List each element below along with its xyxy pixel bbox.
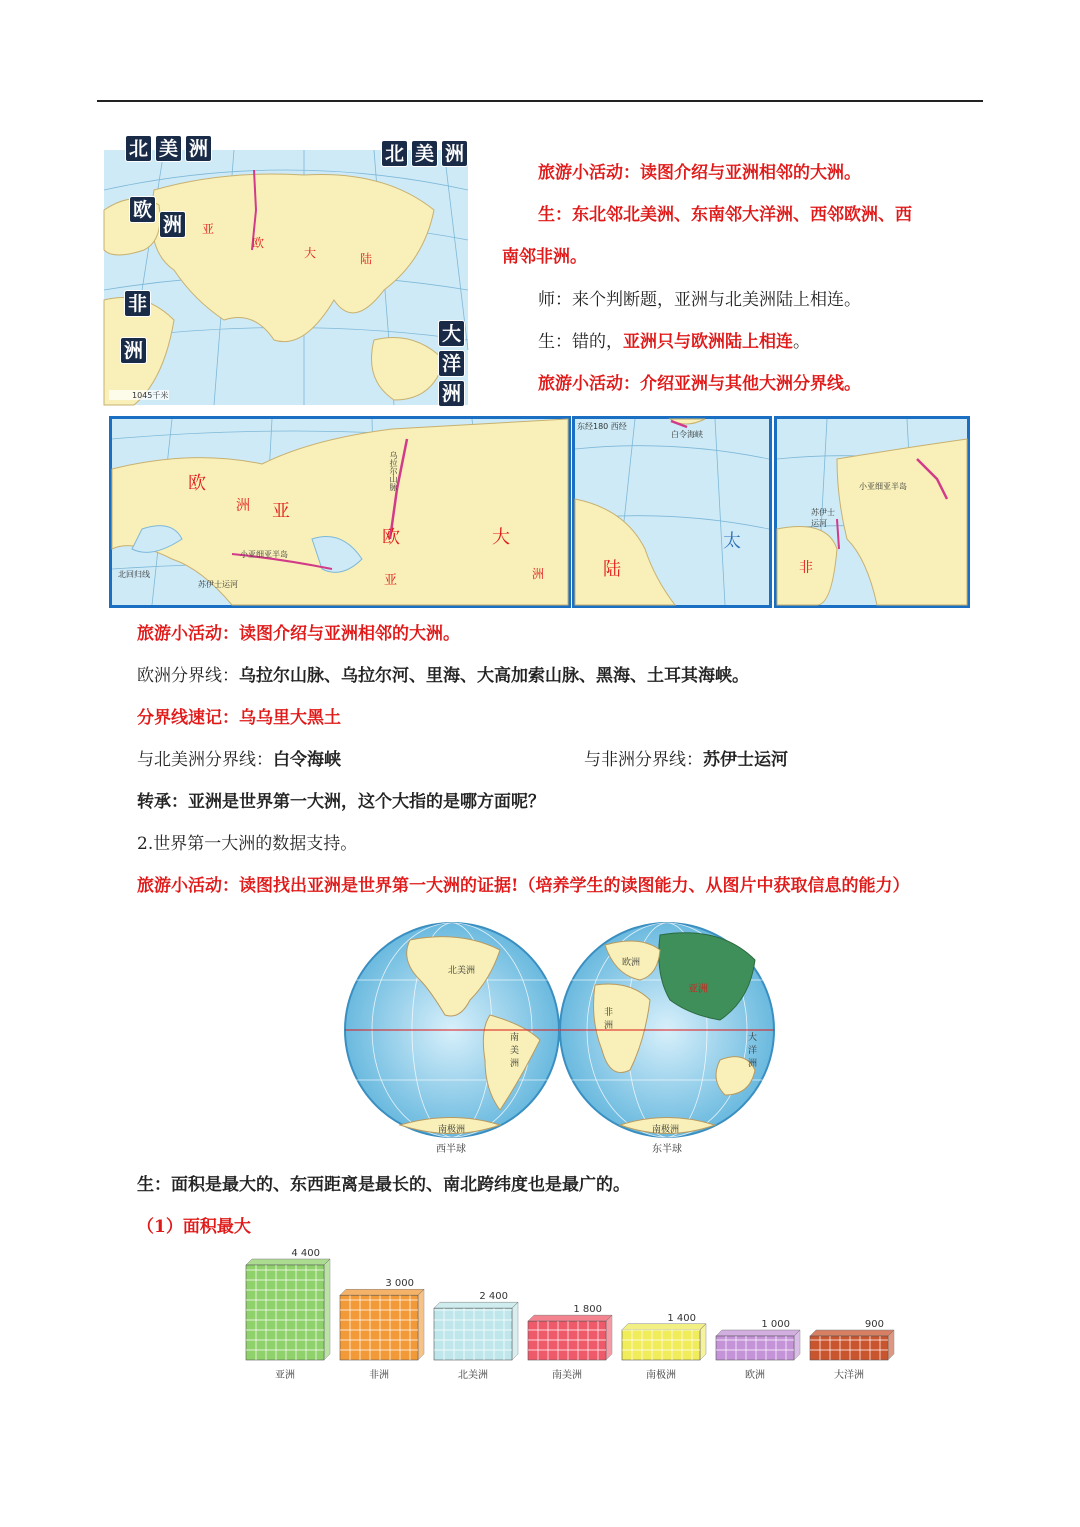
strip1-tropic: 北回归线 — [118, 570, 150, 579]
globe-west-antarctica: 南极洲 — [438, 1125, 466, 1135]
asia-map-graphic — [104, 150, 468, 405]
globe-west-south-america: 南美洲 — [510, 1033, 520, 1069]
tag-north-america-left-2: 美 — [155, 135, 182, 162]
europe-boundary-value: 乌拉尔山脉、乌拉尔河、里海、大高加索山脉、黑海、土耳其海峡。 — [239, 666, 749, 686]
tag-north-america-right-2: 美 — [411, 140, 438, 167]
strip1-mountain: 乌拉尔山脉 — [389, 451, 398, 491]
bar-category-label: 非洲 — [369, 1370, 389, 1381]
na-boundary-value: 白令海峡 — [273, 750, 341, 770]
globe-east-oceania: 大洋洲 — [748, 1033, 758, 1069]
bar-value-label: 4 400 — [291, 1248, 320, 1259]
strip1-label-ya2: 亚 — [384, 573, 398, 588]
asia-neighbors-map — [104, 150, 468, 405]
mnemonic: 分界线速记：乌乌里大黑土 — [137, 708, 341, 728]
section-heading-2: 2.世界第一大洲的数据支持。 — [137, 834, 358, 854]
europe-boundary-label: 欧洲分界线： — [137, 666, 239, 686]
continent-area-chart — [240, 1248, 900, 1385]
header-rule — [97, 100, 983, 102]
strip1-suez: 苏伊士运河 — [198, 580, 238, 589]
activity-1: 旅游小活动：读图介绍与亚洲相邻的大洲。 — [538, 163, 861, 183]
activity-4: 旅游小活动：读图找出亚洲是世界第一大洲的证据!（培养学生的读图能力、从图片中获取信息的能力） — [137, 876, 910, 896]
bar-category-label: 欧洲 — [745, 1370, 765, 1381]
tag-africa-2: 洲 — [120, 337, 147, 364]
globe-east-europe: 欧洲 — [622, 958, 641, 968]
strip1-label-da: 大 — [492, 527, 510, 548]
bar-value-label: 3 000 — [385, 1278, 414, 1290]
subheading-area: （1）面积最大 — [137, 1217, 251, 1237]
boundary-map-europe-asia — [109, 416, 571, 608]
student-answer-3: 生：面积是最大的、东西距离是最长的、南北跨纬度也是最广的。 — [137, 1175, 630, 1195]
bar-7 — [810, 1330, 894, 1360]
bar-5 — [622, 1324, 706, 1360]
strip3-label-fei: 非 — [799, 560, 813, 576]
hemispheres-figure — [340, 920, 780, 1155]
transition-text: 转承：亚洲是世界第一大洲，这个大指的是哪方面呢？ — [137, 792, 545, 812]
strip1-label-ou: 欧 — [188, 473, 206, 494]
boundary-map-bering — [572, 416, 772, 608]
student-answer-1b: 南邻非洲。 — [502, 247, 587, 267]
student-answer-2-highlight: 亚洲只与欧洲陆上相连 — [623, 332, 793, 352]
boundary-map-1-graphic — [112, 419, 568, 605]
student-answer-2 — [538, 329, 810, 355]
boundary-map-suez — [774, 416, 970, 608]
teacher-question: 师：来个判断题，亚洲与北美洲陆上相连。 — [538, 290, 861, 310]
strip2-header: 东经180 西经 — [577, 422, 627, 431]
africa-boundary-label: 与非洲分界线： — [584, 750, 703, 770]
globe-east-caption: 东半球 — [652, 1144, 682, 1155]
bar-1 — [246, 1259, 330, 1360]
map-label-ya: 亚 — [202, 222, 215, 236]
student-answer-1a: 生：东北邻北美洲、东南邻大洋洲、西邻欧洲、西 — [538, 205, 912, 225]
strip1-label-zhou: 洲 — [236, 498, 250, 514]
bar-2 — [340, 1289, 424, 1360]
strip1-label-ou2: 欧 — [382, 527, 400, 548]
strip2-label-lu: 陆 — [603, 559, 621, 580]
student-answer-2-prefix: 生：错的， — [538, 332, 623, 352]
africa-boundary-value: 苏伊士运河 — [703, 750, 788, 770]
tag-oceania-1: 大 — [438, 320, 465, 347]
globe-west-caption: 西半球 — [436, 1144, 466, 1155]
map-label-lu: 陆 — [360, 252, 373, 266]
europe-boundary — [137, 663, 749, 689]
strip1-label-zhou2: 洲 — [532, 567, 545, 581]
tag-africa-1: 非 — [124, 290, 151, 317]
bar-category-label: 北美洲 — [458, 1370, 488, 1381]
boundary-map-3-graphic — [777, 419, 967, 605]
map-scale: 1045千米 — [132, 391, 169, 400]
globe-east-antarctica: 南极洲 — [652, 1125, 680, 1135]
student-answer-2-suffix: 。 — [793, 332, 810, 352]
tag-europe-2: 洲 — [159, 211, 186, 238]
africa-boundary — [584, 747, 788, 773]
strip2-label-tai: 太 — [723, 531, 741, 552]
bar-value-label: 1 800 — [573, 1304, 602, 1316]
strip3-peninsula: 小亚细亚半岛 — [859, 482, 907, 491]
bar-3 — [434, 1302, 518, 1360]
bar-4 — [528, 1315, 612, 1360]
bar-value-label: 1 400 — [667, 1312, 696, 1324]
tag-north-america-right-3: 洲 — [441, 140, 468, 167]
strip1-label-ya: 亚 — [272, 501, 290, 522]
bar-category-label: 南美洲 — [552, 1370, 582, 1381]
map-label-da: 大 — [304, 246, 317, 260]
tag-oceania-2: 洋 — [438, 350, 465, 377]
globe-west-north-america: 北美洲 — [448, 966, 476, 976]
bar-category-label: 大洋洲 — [834, 1370, 864, 1381]
bar-value-label: 900 — [864, 1319, 884, 1330]
map-label-ou: 欧 — [252, 236, 265, 250]
bar-category-label: 南极洲 — [646, 1370, 676, 1381]
globe-east-africa: 非洲 — [604, 1008, 614, 1031]
tag-oceania-3: 洲 — [438, 380, 465, 407]
bar-6 — [716, 1330, 800, 1360]
bar-value-label: 1 000 — [761, 1319, 790, 1330]
tag-europe-1: 欧 — [129, 196, 156, 223]
strip1-peninsula: 小亚细亚半岛 — [240, 550, 288, 559]
tag-north-america-left-3: 洲 — [185, 135, 212, 162]
tag-north-america-left-1: 北 — [125, 135, 152, 162]
activity-3: 旅游小活动：读图介绍与亚洲相邻的大洲。 — [137, 624, 460, 644]
strip3-suez: 苏伊士运河 — [811, 508, 835, 528]
na-boundary-label: 与北美洲分界线： — [137, 750, 273, 770]
strip2-strait: 白令海峡 — [671, 430, 703, 439]
north-america-boundary — [137, 747, 341, 773]
globe-east-asia: 亚洲 — [688, 984, 708, 995]
bar-category-label: 亚洲 — [275, 1370, 295, 1381]
tag-north-america-right-1: 北 — [381, 140, 408, 167]
activity-2: 旅游小活动：介绍亚洲与其他大洲分界线。 — [538, 374, 861, 394]
bar-value-label: 2 400 — [479, 1291, 508, 1303]
